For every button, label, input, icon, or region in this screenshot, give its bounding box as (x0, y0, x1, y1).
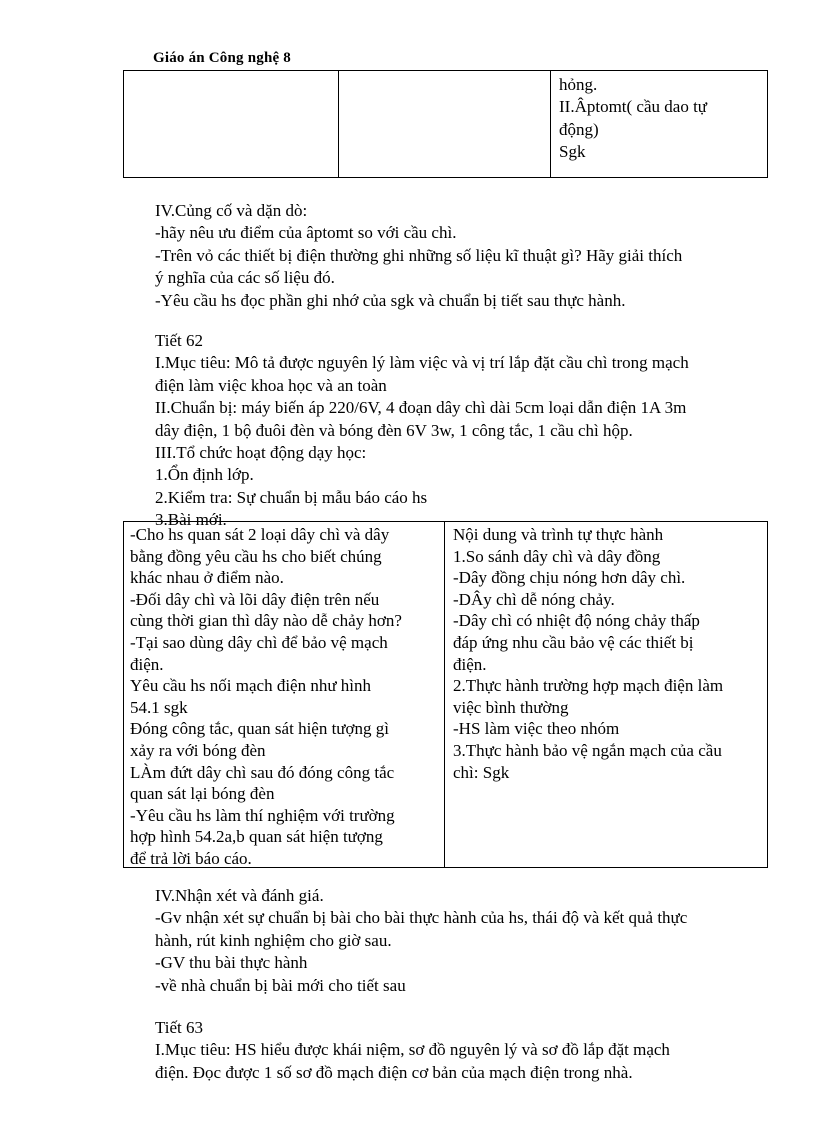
page-header: Giáo án Công nghệ 8 (153, 50, 291, 66)
consolidation-section (155, 200, 775, 312)
cell-line: 2.Thực hành trường hợp mạch điện làm (453, 676, 724, 696)
text-line: -Trên vỏ các thiết bị điện thường ghi những số liệu kĩ thuật gì? Hãy giải thích (155, 245, 683, 265)
cell-line: hỏng. (559, 75, 598, 94)
lesson-62-section (155, 330, 775, 532)
cell-line: -Đối dây chì và lõi dây điện trên nếu (130, 589, 380, 609)
cell-line: khác nhau ở điểm nào. (130, 568, 284, 588)
cell-line: -Yêu cầu hs làm thí nghiệm với trường (130, 805, 395, 825)
cell-line: -DÂy chì dễ nóng chảy. (453, 589, 615, 609)
section-heading: IV.Nhận xét và đánh giá. (155, 886, 324, 905)
lesson-63-section (155, 1017, 775, 1084)
lesson-title: Tiết 62 (155, 331, 204, 350)
cell-line: 3.Thực hành bảo vệ ngắn mạch của cầu (453, 740, 722, 760)
cell-line: 54.1 sgk (130, 697, 188, 717)
column-divider (444, 522, 445, 867)
text-line: -hãy nêu ưu điểm của âptomt so với cầu chì. (155, 223, 457, 243)
text-line: điện. Đọc được 1 số sơ đồ mạch điện cơ bản của mạch điện trong nhà. (155, 1062, 633, 1082)
cell-line: đáp ứng nhu cầu bảo vệ các thiết bị (453, 632, 694, 652)
cell-line: hợp hình 54.2a,b quan sát hiện tượng (130, 827, 383, 847)
text-line: 2.Kiểm tra: Sự chuẩn bị mẫu báo cáo hs (155, 487, 428, 507)
cell-line: điện. (130, 654, 164, 674)
cell-line: quan sát lại bóng đèn (130, 784, 275, 804)
text-line: -Yêu cầu hs đọc phần ghi nhớ của sgk và chuẩn bị tiết sau thực hành. (155, 290, 626, 310)
text-line: 1.Ổn định lớp. (155, 465, 254, 485)
table-cell-1 (123, 70, 338, 178)
cell-line: động) (559, 119, 599, 139)
cell-line: bằng đồng yêu cầu hs cho biết chúng (130, 546, 382, 566)
cell-line: -HS làm việc theo nhóm (453, 719, 620, 739)
activity-table (123, 521, 768, 868)
cell-line: -Dây đồng chịu nóng hơn dây chì. (453, 568, 686, 588)
teacher-activity-column (130, 524, 438, 870)
evaluation-section (155, 885, 775, 997)
cell-line: Đóng công tắc, quan sát hiện tượng gì (130, 719, 389, 739)
cell-line: Sgk (559, 142, 586, 162)
table-cell-2 (338, 70, 550, 178)
text-line: II.Chuẩn bị: máy biến áp 220/6V, 4 đoạn dây chì dài 5cm loại dẫn điện 1A 3m (155, 398, 687, 418)
table-cell-3 (550, 70, 768, 178)
text-line: hành, rút kinh nghiệm cho giờ sau. (155, 930, 392, 950)
text-line: ý nghĩa của các số liệu đó. (155, 268, 335, 288)
text-line: 3.Bài mới. (155, 510, 227, 530)
cell-line: 1.So sánh dây chì và dây đồng (453, 546, 661, 566)
cell-line: II.Âptomt( cầu dao tự (559, 97, 708, 117)
cell-line: điện. (453, 654, 487, 674)
cell-line: LÀm đứt dây chì sau đó đóng công tắc (130, 762, 395, 782)
cell-line: Yêu cầu hs nối mạch điện như hình (130, 676, 372, 696)
lesson-title: Tiết 63 (155, 1018, 204, 1037)
cell-line: cùng thời gian thì dây nào dễ chảy hơn? (130, 611, 402, 631)
cell-line: -Cho hs quan sát 2 loại dây chì và dây (130, 525, 390, 544)
cell-line: việc bình thường (453, 697, 569, 717)
section-heading: IV.Củng cố và dặn dò: (155, 201, 308, 220)
text-line: I.Mục tiêu: HS hiểu được khái niệm, sơ đồ nguyên lý và sơ đồ lắp đặt mạch (155, 1040, 670, 1060)
text-line: -về nhà chuẩn bị bài mới cho tiết sau (155, 975, 406, 995)
cell-line: xảy ra với bóng đèn (130, 740, 266, 760)
cell-line: để trả lời báo cáo. (130, 848, 252, 868)
text-line: III.Tổ chức hoạt động dạy học: (155, 443, 367, 463)
text-line: I.Mục tiêu: Mô tả được nguyên lý làm việc và vị trí lắp đặt cầu chì trong mạch (155, 353, 689, 373)
content-column (453, 524, 765, 783)
text-line: điện làm việc khoa học và an toàn (155, 375, 387, 395)
cell-line: chì: Sgk (453, 762, 510, 782)
cell-line: -Dây chì có nhiệt độ nóng chảy thấp (453, 611, 700, 631)
cell-line: -Tại sao dùng dây chì để bảo vệ mạch (130, 632, 388, 652)
text-line: dây điện, 1 bộ đuôi đèn và bóng đèn 6V 3w, 1 công tắc, 1 cầu chì hộp. (155, 420, 633, 440)
text-line: -GV thu bài thực hành (155, 953, 308, 973)
continuation-table (123, 70, 768, 178)
cell-line: Nội dung và trình tự thực hành (453, 525, 664, 544)
text-line: -Gv nhận xét sự chuẩn bị bài cho bài thực hành của hs, thái độ và kết quả thực (155, 908, 688, 928)
